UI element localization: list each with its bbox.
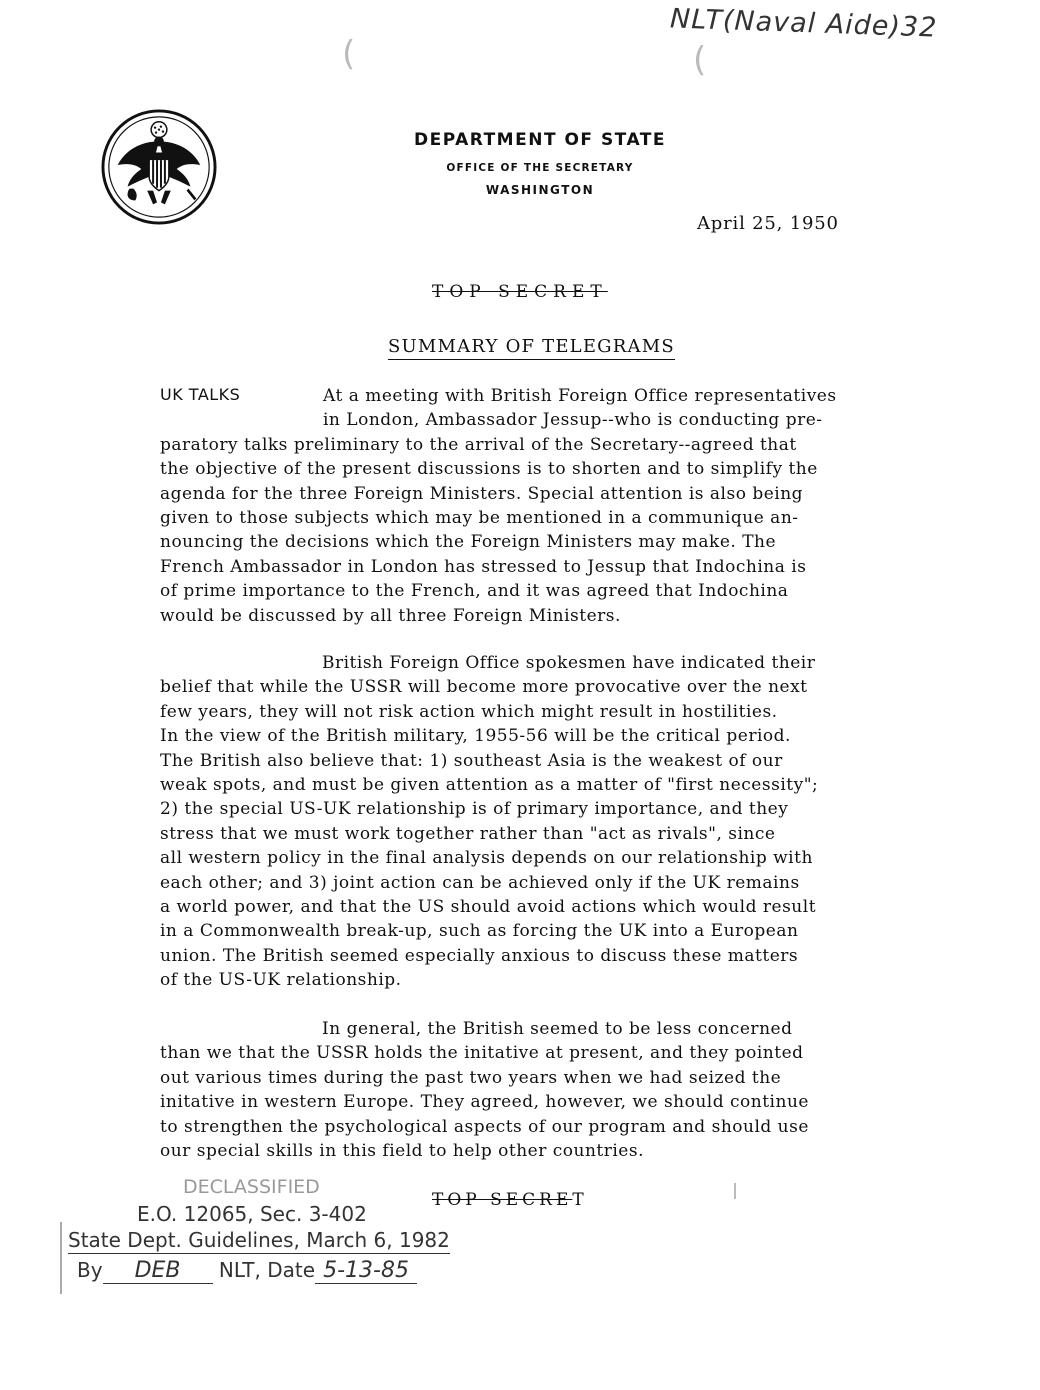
text-line: In general, the British seemed to be less concerned xyxy=(322,1019,793,1039)
text-line: of prime importance to the French, and it was agreed that Indochina xyxy=(160,581,789,602)
text-line: British Foreign Office spokesmen have indicated their xyxy=(322,653,816,673)
text-line: a world power, and that the US should avoid actions which would result xyxy=(160,897,817,918)
text-line: initative in western Europe. They agreed, however, we should continue xyxy=(160,1092,809,1113)
text-line: out various times during the past two years when we had seized the xyxy=(160,1067,782,1088)
text-line: would be discussed by all three Foreign Ministers. xyxy=(160,605,621,626)
paper-mark: ( xyxy=(342,34,356,74)
classification-tail: T xyxy=(572,1190,588,1210)
text-line: stress that we must work together rather than "act as rivals", since xyxy=(160,823,776,844)
text-line: given to those subjects which may be mentioned in a communique an- xyxy=(160,508,799,529)
text-line: paratory talks preliminary to the arrival of the Secretary--agreed that xyxy=(160,434,797,455)
text-line: few years, they will not risk action which might result in hostilities. xyxy=(160,701,778,722)
text-line: our special skills in this field to help other countries. xyxy=(160,1141,644,1162)
paragraph-general xyxy=(160,1017,950,1163)
stamp-nlt-label: NLT, Date xyxy=(218,1258,316,1282)
text-line: nouncing the decisions which the Foreign Ministers may make. The xyxy=(160,532,777,553)
text-line: than we that the USSR holds the initative at present, and they pointed xyxy=(160,1043,804,1064)
text-line: agenda for the three Foreign Ministers. Special attention is also being xyxy=(160,483,804,504)
text-line: in London, Ambassador Jessup--who is conducting pre- xyxy=(323,410,823,431)
classification-struck-part: TOP SECRE xyxy=(432,1190,573,1210)
text-line: 2) the special US-UK relationship is of primary importance, and they xyxy=(160,799,789,820)
stamp-edge-mark xyxy=(60,1222,62,1294)
letterhead-department: DEPARTMENT OF STATE xyxy=(413,130,667,150)
stamp-initials: DEB xyxy=(103,1258,213,1284)
paper-mark: ( xyxy=(693,40,707,80)
text-line: At a meeting with British Foreign Office representatives xyxy=(323,386,837,406)
document-date: April 25, 1950 xyxy=(697,213,839,234)
stamp-declassified: DECLASSIFIED xyxy=(183,1176,320,1198)
paragraph-uk-talks xyxy=(160,384,950,628)
text-line: weak spots, and must be given attention as a matter of "first necessity"; xyxy=(160,775,819,796)
text-line: belief that while the USSR will become more provocative over the next xyxy=(160,677,808,698)
text-line: French Ambassador in London has stressed to Jessup that Indochina is xyxy=(160,556,807,577)
classification-marking-top: TOP SECRET xyxy=(432,282,608,302)
stamp-guidelines xyxy=(68,1228,450,1252)
text-line: The British also believe that: 1) southeast Asia is the weakest of our xyxy=(160,750,783,771)
text-line: the objective of the present discussions is to shorten and to simplify the xyxy=(160,459,818,480)
department-seal-icon xyxy=(100,108,218,226)
section-label: UK TALKS xyxy=(160,385,241,404)
text-line: all western policy in the final analysis depends on our relationship with xyxy=(160,848,813,869)
stamp-by-label: By xyxy=(77,1258,103,1282)
text-line: each other; and 3) joint action can be achieved only if the UK remains xyxy=(160,872,800,893)
letterhead-city: WASHINGTON xyxy=(485,183,595,197)
paper-mark xyxy=(734,1183,736,1199)
paragraph-british-views xyxy=(160,651,950,993)
letterhead-office: OFFICE OF THE SECRETARY xyxy=(446,162,634,174)
text-line: to strengthen the psychological aspects of our program and should use xyxy=(160,1116,809,1137)
stamp-guidelines-text: State Dept. Guidelines, March 6, 1982 xyxy=(68,1228,450,1252)
classification-marking-bottom xyxy=(432,1190,588,1210)
text-line: union. The British seemed especially anxious to discuss these matters xyxy=(160,945,799,966)
stamp-authorization xyxy=(77,1258,417,1284)
stamp-date: 5-13-85 xyxy=(315,1258,417,1284)
text-line: of the US-UK relationship. xyxy=(160,970,402,991)
text-line: in a Commonwealth break-up, such as forcing the UK into a European xyxy=(160,921,799,942)
stamp-executive-order: E.O. 12065, Sec. 3-402 xyxy=(137,1202,367,1226)
handwritten-annotation: NLT(Naval Aide)32 xyxy=(669,3,938,44)
document-title: SUMMARY OF TELEGRAMS xyxy=(388,336,675,360)
text-line: In the view of the British military, 1955-56 will be the critical period. xyxy=(160,726,791,747)
